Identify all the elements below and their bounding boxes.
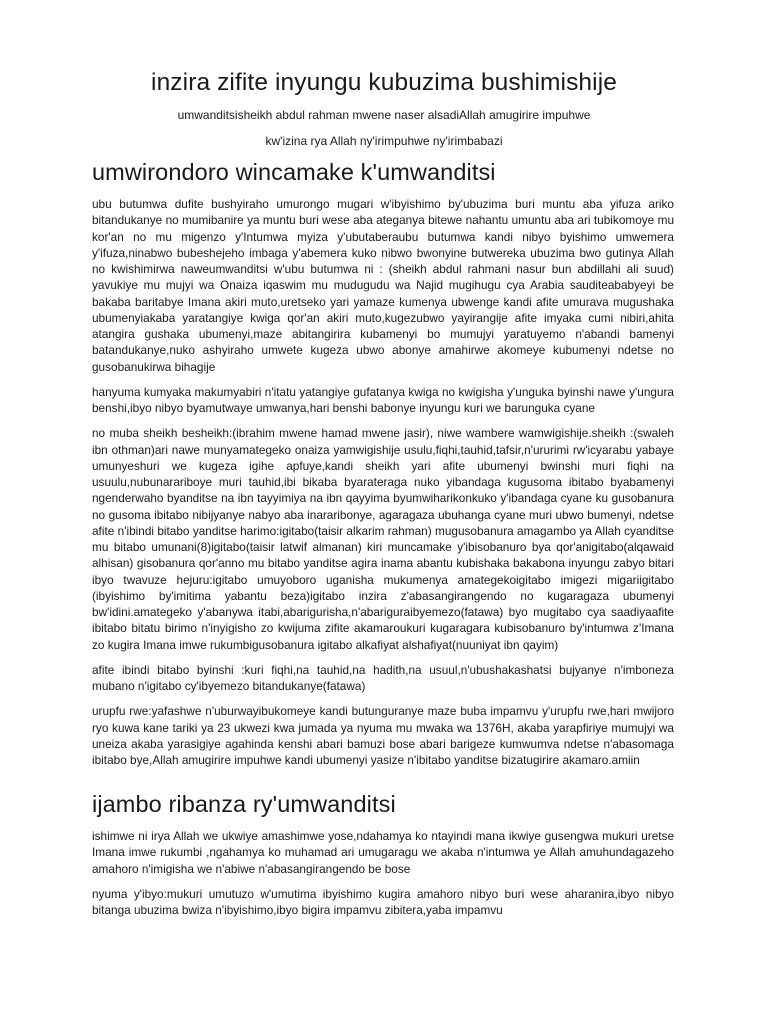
section-heading: ijambo ribanza ry'umwanditsi: [92, 791, 396, 817]
section-author-preface: [92, 789, 674, 918]
dedication-line: kw'izina rya Allah ny'irimpuhwe ny'irimbabazi: [265, 134, 503, 148]
section-author-biography: [92, 157, 674, 768]
section-heading: umwirondoro wincamake k'umwanditsi: [92, 159, 496, 185]
body-paragraph: no muba sheikh besheikh:(ibrahim mwene hamad mwene jasir), niwe wambere wamwigishije.sheikh :(swaleh ibn othman)ari nawe munyamategeko onaiza yamwigishije usulu,fiqhi,tauhid,tafsir,n'ururimi rw'icyarabu yabaye umunyeshuri we kugeza igihe apfuye,kandi sheikh yari afite ubumenyi bwinshi muri fiqhi na usuulu,nubunarariboye muri tauhid,ibi bikaba byarateraga nuko yibandaga kugusoma ibitabo byabamenyi ngenderwaho byanditse na ibn tayyimiya na ibn qayyima byumwiharikonkuko y'ibandaga cyane ku gusobanura no gusoma ibitabo nibijyanye nabyo aba inararibonye, agaragaza ubuhanga cyane muri ubwo bumenyi, ndetse afite n'ibindi bitabo yanditse harimo:igitabo(taisir alkarim rahman) mugusobanura amagambo ya Allah cyanditse mu bitabo umunani(8)igitabo(taisir latwif almanan) kiri muncamake y'ibisobanuro bya qor'anigitabo(alqawaid alhisan) gisobanura qor'anno mu bitabo yanditse agira inama abantu kubishaka bakabona inyungu zabyo bitari ibyo twavuze hejuru:igitabo umuyoboro uganisha mukumenya amategekoigitabo imigezi migariigitabo (ibyishimo by'imitima yabantu beza)igitabo inzira z'abasangirangendo no kugaragaza ubumenyi bw'idini.amategeko y'abanywa itabi,abarigurisha,n'abariguraibyemezo(fatawa) byo mugitabo cya saadiyaafite ibitabo bitatu birimo n'inyigisho zo kwijuma zifite akamaroukuri kugaragara kubisobanuro by'intumwa z'Imana zo kugira Imana imwe rukumbigusobanura igitabo alkafiyat alshafiyat(nuuniyat ibn qayim): [92, 426, 674, 652]
body-paragraph: hanyuma kumyaka makumyabiri n'itatu yatangiye gufatanya kwiga no kwigisha y'unguka byinshi nawe y'ungura benshi,ibyo nibyo byamutwaye umwanya,hari benshi babonye inyungu kuri we barunguka cyane: [92, 384, 674, 415]
body-paragraph: urupfu rwe:yafashwe n'uburwayibukomeye kandi butunguranye maze buba impamvu y'urupfu rwe,hari mwijoro ryo kuwa kane tariki ya 23 ukwezi kwa jumada ya nyuma mu mwaka wa 1376H, akaba yarapfiriye mumujyi wa uneiza akaba yarasigiye agahinda kenshi abari bamuzi bose abari barigeze kumwumva ndetse n'abasomaga ibitabo bye,Allah amugirire impuhwe kandi ubumenyi yasize n'ibitabo yanditse bizatugirire akamaro.amiin: [92, 704, 674, 767]
body-paragraph: nyuma y'ibyo:mukuri umutuzo w'umutima ibyishimo kugira amahoro nibyo buri wese aharanira,ibyo nibyo bitanga ubuzima bwiza n'ibyishimo,ibyo bigira impamvu zibitera,yaba impamvu: [92, 886, 674, 917]
body-paragraph: ishimwe ni irya Allah we ukwiye amashimwe yose,ndahamya ko ntayindi mana ikwiye gusengwa mukuri uretse Imana imwe rukumbi ,ngahamya ko muhamad ari umugaragu we akaba n'intumwa ye Allah amuhundagazeho amahoro n'imigisha we n'abiwe n'abasangirangendo be bose: [92, 829, 674, 876]
document-title: inzira zifite inyungu kubuzima bushimishije: [151, 69, 617, 96]
body-paragraph: ubu butumwa dufite bushyiraho umurongo mugari w'ibyishimo by'ubuzima buri muntu aba yifuza ariko bitandukanye no mumibanire ya muntu buri wese aba ateganya bitewe nahantu umuntu aba ari tubikomoye mu kor'an no mu migenzo y'Intumwa myiza y'ubutaberaubu butumwa kandi nibyo byishimo umwemera y'ifuza,ninabwo bubeshejeho imbaga y'abemera kuko nibwo bwonyine butwereka ubuzima bwo gutinya Allah no kwishimirwa naweumwanditsi w'ubu butumwa ni : (sheikh abdul rahmani nasur bun abdillahi ali suud) yavukiye mu mujyi wa Onaiza iqaswim mu mudugudu wa Najid mugihugu cya Arabia sauditeababyeyi be bakaba baritabye Imana akiri muto,uretseko yari yamaze kumenya ubwenge kandi afite umurava mugushaka ubumenyiakaba yaratangiye kwiga qor'an akiri muto,kugezubwo yayirangije afite imyaka cumi nibiri,ahita atangira gushaka ubumenyi,maze abitangirira kubamenyi bo mumujyi yaratuyemo n'abandi bamenyi batandukanye,nuko ashyiraho umwete kugeza ubwo abonye amahirwe akomeye kubumenyi ndetse no gusobanukirwa bihagije: [92, 197, 674, 374]
author-byline: umwanditsisheikh abdul rahman mwene naser alsadiAllah amugirire impuhwe: [177, 108, 591, 122]
body-paragraph: afite ibindi bitabo byinshi :kuri fiqhi,na tauhid,na hadith,na usuul,n'ubushakashatsi bujyanye n'imboneza mubano n'igitabo cy'ibyemezo bitandukanye(fatawa): [92, 662, 674, 693]
